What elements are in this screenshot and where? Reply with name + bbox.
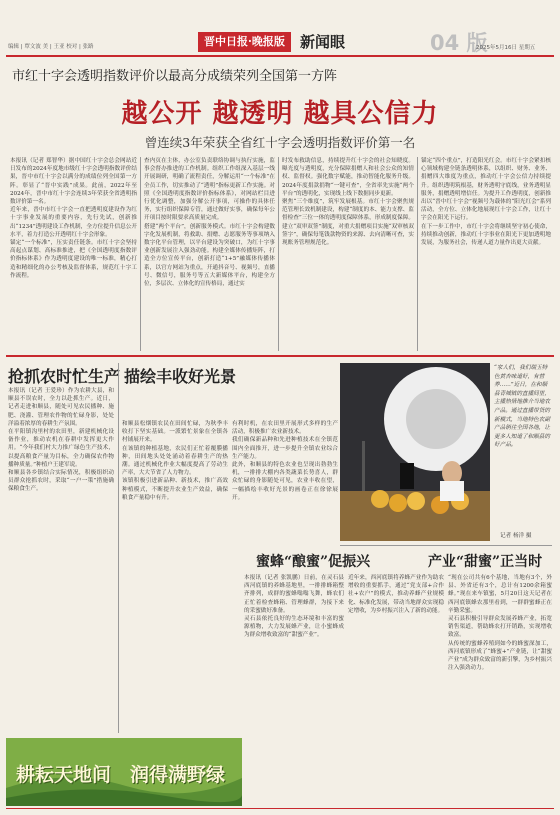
- left-headline: 抢抓农时忙生产: [8, 367, 121, 386]
- banner-slogan-left: 耕耘天地间: [16, 764, 112, 786]
- bee-column-1: 本报讯（记者 张凯鹏）日前，在灵石县西河底镇的养蜂基地里，一排排蜂箱整齐排列，成群的蜜蜂嗡嗡飞舞，蜂农们正忙着检查蜂箱、管理蜂群，为接下来的采蜜做好准备。 灵石县依托良好的生态环境和丰富的蜜源植物，大力发展蜂产业，让小蜜蜂成为群众增收致富的“甜蜜产业”。: [244, 575, 344, 639]
- sweet-column: “现在公司共有6个基地，当地有3个，外县、外省还有3个，总计有1200余箱蜜蜂。”现在来车镇蜜，5月20日这天记者在西河底镇蜂农那里看到，一群群蜜蜂正在辛勤采蜜。 灵石县积极引导群众发展养蜂产业，拓宽销售渠道，帮助蜂农打开销路，实现增收致富。 从传统的蜜蜂养殖到如今的蜂蜜深加工，西河底镇形成了“蜂蜜+”产业链，让“甜蜜产业”成为群众致富的新引擎，为乡村振兴注入强劲动力。: [448, 575, 552, 672]
- lead-column-divider-1: [140, 157, 141, 351]
- banner-slogan-right: 润得满野绿: [130, 764, 226, 786]
- editors-line: 编辑 | 覃文波 美 | 王亚 校对 | 张路: [8, 44, 94, 50]
- center-headline: 描绘丰收好光景: [124, 367, 237, 386]
- photo-credit: 记者 杨洋 摄: [500, 533, 532, 539]
- sweet-headline: 产业“甜蜜”正当时: [428, 554, 543, 570]
- left-divider: [118, 363, 119, 733]
- lead-column-divider-2: [278, 157, 279, 351]
- page-label: 04 版: [430, 31, 488, 55]
- masthead-text: 晋中日报·晚报版: [204, 35, 285, 48]
- lead-column-2: 查内页在主体，办公室负责联络协调与执行实施，监事会督办推进的工作机制。组织工作组深入基层一线开展调研，明确了流程责任，分解运用“一个标准”在全员工作，切实推动了“透明”指标更新工作实施。对照《全国透明度指数评价指标体系》，对网站栏目进行优化调整，加强分解公开事项，可操作的具体任务，实行组织保障专管，通过做好实事，确保每年公开项目按时限要求高质量完成。 搭建“两个平台”，创新服务模式。市红十字会构建数字化发展机制，将救助、捐赠、志愿服务等事项纳入数字化平台管理，以平台建设为突破口，为红十字事业创新发展注入强劲动能。构建全媒体传播矩阵，打造全方位宣传平台，创新打造“1+5”融媒体传播体系，以官方网站为重点，开通抖音号、视频号，直播号、微信号，服务号等五大新媒体平台，构建全方位，多层次、立体化的宣传格局，通过实: [144, 158, 275, 288]
- center-column-1: 和顺县松烟镇农民在田间忙碌，为秋季丰收打下坚实基础。一派繁忙景象在全镇各村铺展开来。 在该镇的种植基地，农民们正忙着覆膜播种，田间地头处处涌动着春耕生产的热潮。通过机械化作业大幅度提高了劳动生产率，大大节省了人力物力。 该镇积极引进新品种、新技术，推广高效种植模式，不断提升农业生产效益，确保粮食产量稳中有升。: [122, 421, 228, 501]
- lead-bottom-rule: [6, 355, 554, 357]
- lead-kicker: 市红十字会透明指数评价以最高分成绩荣列全国第一方阵: [12, 69, 338, 84]
- livestream-photo: [340, 363, 490, 541]
- phone-icon: [400, 463, 414, 489]
- lead-column-1: 本报讯（记者 郑智华）据中国红十字会总会网站近日发布的2024年度地市级红十字会透明指数评价结果，晋中市红十字会以满分的成绩位列全国第一方阵。彰显了“晋中实践”成果。此前，2022年至2024年，晋中市红十字会连续3年荣获全省透明指数评价第一名。 近年来，晋中市红十字会一直把透明度建设作为红十字事业发展的重要内容，先行先试，创新推出“1234”透明建设工作机制，全方位提升信息公开水平，着力打造公开透明红十字会形象。 锚定“一个标准”，压实责任链条。市红十字会坚持高起点谋划、高标准推进，把《全国透明度指数评价指标体系》作为透明度建设的唯一标准，精心打造和精细化的办公考核及监督体系，规范红十字工作流程。: [10, 158, 137, 279]
- lead-subheadline: 曾连续3年荣获全省红十字会透明指数评价第一名: [144, 135, 416, 150]
- bee-column-2: 近年来，西河底镇将养蜂产业作为助农增收的重要抓手，通过“党支部+合作社+农户”的模式，推动养蜂产业规模化、标准化发展，带动当地群众实现稳定增收，为乡村振兴注入了新的动能。: [348, 575, 444, 614]
- photo-caption: “家人们，我们瑞玉特色黄杏味道好，有营养……”近日，在和顺县青城镇的直播间里，主播热情地推介当地农产品。通过直播带货的新模式，当地特色农副产品销往全国各地，让更多人知道了和顺县的好产品。: [494, 365, 550, 449]
- center-column-2: 有利时机，在农田里开展形式多样的生产活动，积极推广农业新技术。 我们确保新品种和先进种植技术在全镇范围内全面推开，进一步提升全镇农业综合生产能力。 此外，和顺县的特色农业也呈现出勃勃生机，一排排大棚内各类蔬菜长势喜人，群众忙碌的身影随处可见，农业丰收在望，一幅描绘丰收好光景的画卷正在徐徐展开。: [232, 421, 338, 501]
- section-name: 新闻眼: [300, 33, 346, 51]
- photo-scene: [340, 363, 490, 541]
- lead-headline: 越公开 越透明 越具公信力: [121, 99, 439, 129]
- bottom-banner: [6, 738, 242, 806]
- bee-headline: 蜜蜂“酿蜜”促振兴: [256, 554, 371, 570]
- header-rule: [6, 55, 554, 57]
- right-lower-divider: [340, 545, 552, 546]
- left-column: 本报讯（记者 王爱珍）作为农耕大县，和顺县不误农时，全力以赴抓生产。近日，记者走进和顺县，随处可见农民播种、施肥、浇灌、管理农作物的忙碌身影，处处洋溢着浓厚的春耕生产氛围。 在平阳镇沟里村的农田里，新建机械化设备作业，推动农机在春耕中发挥更大作用。“今年我们村大力推广绿色生产技术，以提高粮食产量为目标，全力确保农作物播种质量。”种植户王建军说。 和顺县各乡镇结合实际情况，积极组织动员群众抢抓农时，采取“一户一策”措施确保粮食生产。: [8, 388, 114, 493]
- lead-column-divider-3: [417, 157, 418, 351]
- footer-rule: [6, 808, 554, 809]
- issue-date: 2025年5月16日 星期五: [476, 45, 536, 51]
- masthead-logo: [198, 32, 291, 52]
- lead-column-3: 时发布救助信息，持续提升红十字会的社会知晓度。曝光度与透明度，充分保障捐赠人和社会公众的知情权、监督权。强化数字赋能，推动智能化服务升级。2024年度捐款捐物“一键可查”，全省率先实施“两个平台”的透明化，实现线上线下数据同步更新。 聚焦“三个维度”，筑牢发展根基。市红十字会聚焦规范管理长效机制建设，构建“制度的本、能力支撑、监督检查”三位一体的透明度保障体系，形成制度保障。建立“双审双签”制度，对重大捐赠项目实施“双审核双签字”，确保每笔钱款物资的来源、去向清晰可查，实现账务管理规范化。: [282, 158, 414, 247]
- lead-column-4: 锚定“四个重点”，打造阳光红会。市红十字会紧扣核心领域构建全链条透明体系，以组织、财务、业务、捐赠四大维度为重点，推动红十字会公信力持续提升。组织透明筑根基，财务透明守底线，业务透明显服务，捐赠透明增信任。为提升工作透明度，创新推出以“晋中红十字会”视频号为载体的“阳光红会”系列活动，全方位、立体化地展现红十字会工作，让红十字会在阳光下运行。 在下一步工作中，市红十字会将继续坚守初心使命，持续推动创新，推动红十字事业在阳光下更加透明地发展，为服务社会，传递人道力量作出更大贡献。: [421, 158, 551, 247]
